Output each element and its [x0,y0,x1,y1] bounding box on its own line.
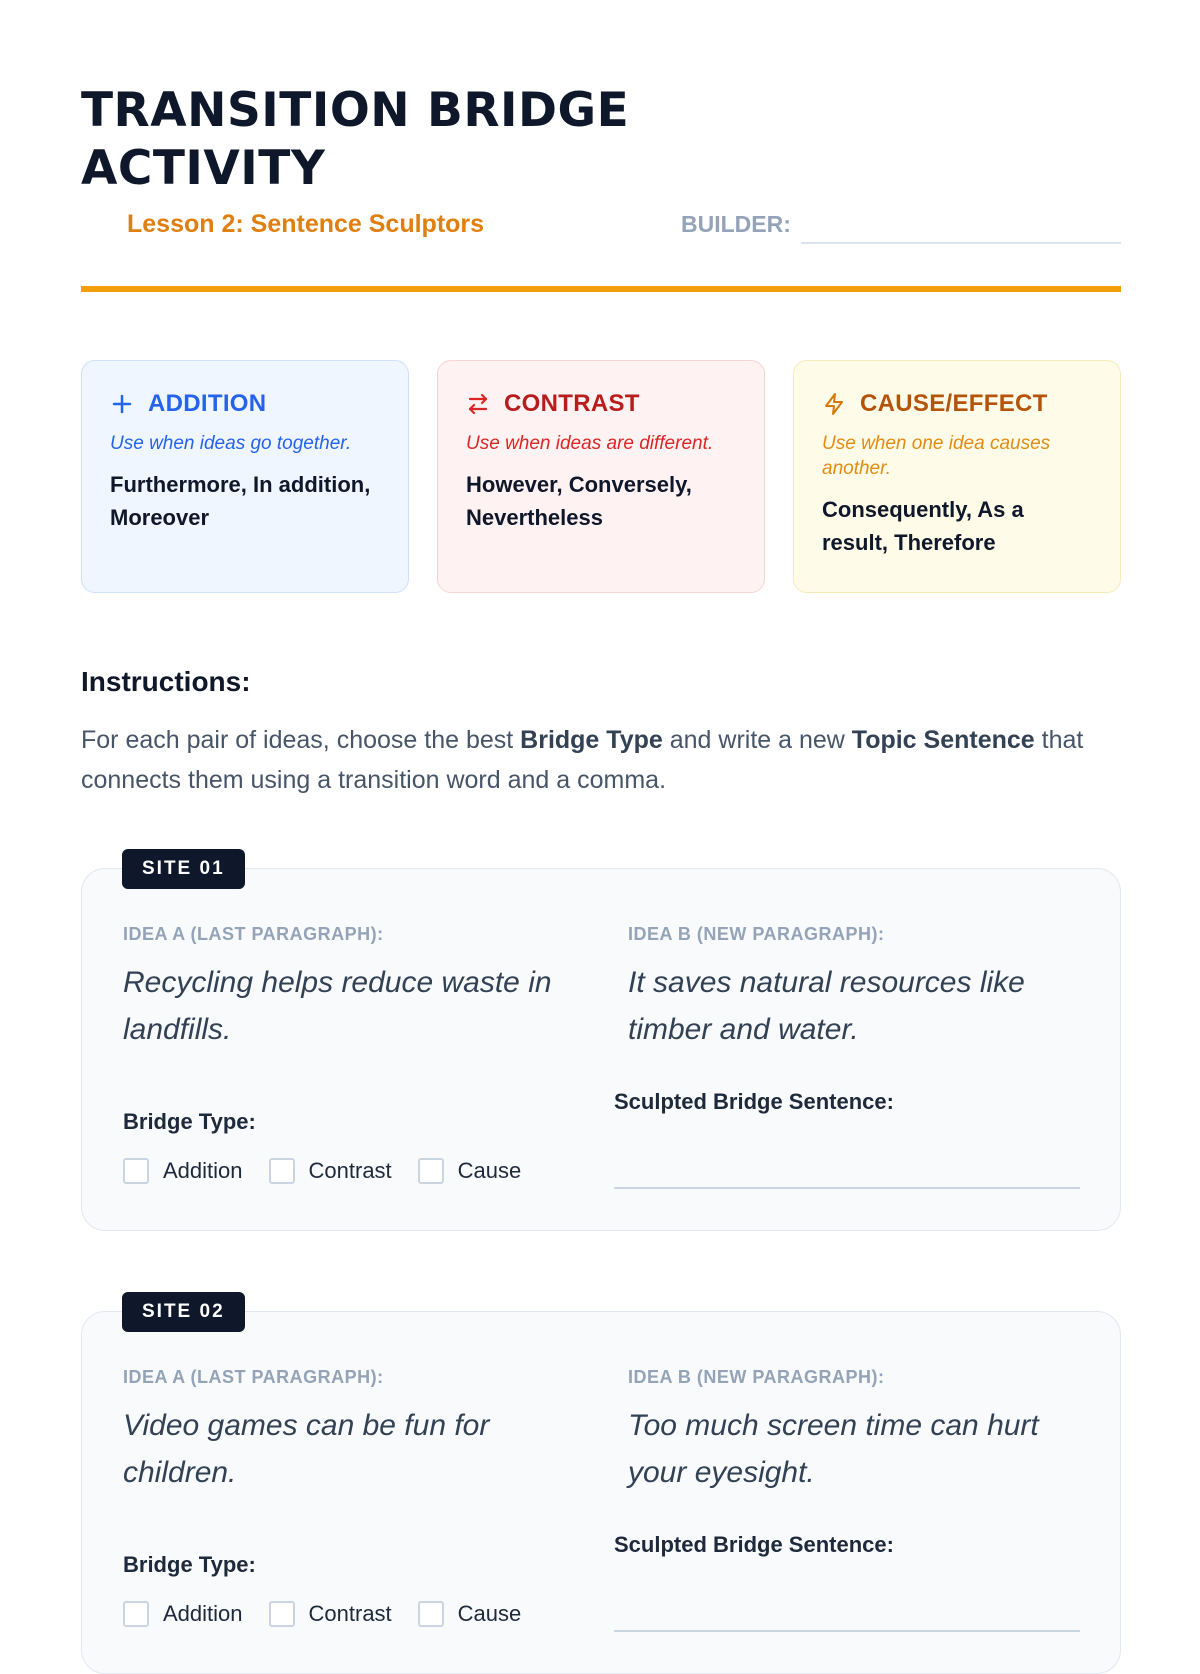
site-badge: SITE 02 [122,1292,245,1332]
idea-a-label: IDEA A (LAST PARAGRAPH): [123,924,384,944]
sculpted-sentence-field[interactable] [614,1630,1080,1632]
checkbox-box[interactable] [418,1158,444,1184]
sculpted-sentence-label: Sculpted Bridge Sentence: [614,1532,894,1557]
arrows-swap-icon [466,392,490,416]
checkbox-label: Addition [163,1601,243,1626]
addition-card [81,360,409,593]
sculpted-sentence-label: Sculpted Bridge Sentence: [614,1089,894,1114]
plus-icon [110,392,134,416]
page-title: TRANSITION BRIDGE ACTIVITY [81,83,630,196]
card-title: ADDITION [148,390,267,417]
sculpted-sentence-field[interactable] [614,1187,1080,1189]
builder-label: BUILDER: [681,211,791,237]
card-description: Use when ideas are different. [466,433,714,454]
bridge-type-options [123,1158,547,1184]
instructions-text: For each pair of ideas, choose the best Bridge Type and write a new Topic Sentence that connects them using a transition word and a comma. [81,726,1084,794]
checkbox-label: Cause [457,1601,522,1626]
checkbox-label: Contrast [308,1601,392,1626]
checkbox-box[interactable] [123,1601,149,1627]
cause-checkbox[interactable] [418,1601,522,1627]
contrast-checkbox[interactable] [269,1158,392,1184]
bridge-type-options [123,1601,547,1627]
checkbox-box[interactable] [418,1601,444,1627]
lightning-icon [822,392,846,416]
card-title: CAUSE/EFFECT [860,390,1048,417]
site-card-02 [81,1301,1121,1674]
transition-words: Furthermore, In addition, Moreover [110,472,371,530]
card-description: Use when ideas go together. [110,433,352,454]
cause-checkbox[interactable] [418,1158,522,1184]
idea-b-label: IDEA B (NEW PARAGRAPH): [628,924,885,944]
checkbox-label: Addition [163,1158,243,1183]
contrast-card [437,360,765,593]
checkbox-label: Contrast [308,1158,392,1183]
checkbox-label: Cause [457,1158,522,1183]
site-badge: SITE 01 [122,849,245,889]
bridge-type-label: Bridge Type: [123,1109,256,1134]
idea-a-text: Video games can be fun for children. [123,1409,490,1489]
idea-b-label: IDEA B (NEW PARAGRAPH): [628,1367,885,1387]
checkbox-box[interactable] [123,1158,149,1184]
idea-a-text: Recycling helps reduce waste in landfills. [123,966,552,1046]
transition-words: Consequently, As a result, Therefore [822,497,1024,555]
checkbox-box[interactable] [269,1601,295,1627]
checkbox-box[interactable] [269,1158,295,1184]
lesson-subtitle: Lesson 2: Sentence Sculptors [127,210,485,238]
contrast-checkbox[interactable] [269,1601,392,1627]
card-description: Use when one idea causes another. [822,433,1051,479]
site-card-01 [81,858,1121,1231]
idea-b-text: Too much screen time can hurt your eyesight. [628,1409,1039,1489]
transition-words: However, Conversely, Nevertheless [466,472,692,530]
instructions-heading: Instructions: [81,666,251,697]
addition-checkbox[interactable] [123,1601,243,1627]
idea-b-text: It saves natural resources like timber and water. [628,966,1025,1046]
builder-name-field[interactable] [801,242,1121,244]
idea-a-label: IDEA A (LAST PARAGRAPH): [123,1367,384,1387]
card-title: CONTRAST [504,390,640,417]
bridge-type-label: Bridge Type: [123,1552,256,1577]
cause-effect-card [793,360,1121,593]
addition-checkbox[interactable] [123,1158,243,1184]
header-divider [81,286,1121,292]
